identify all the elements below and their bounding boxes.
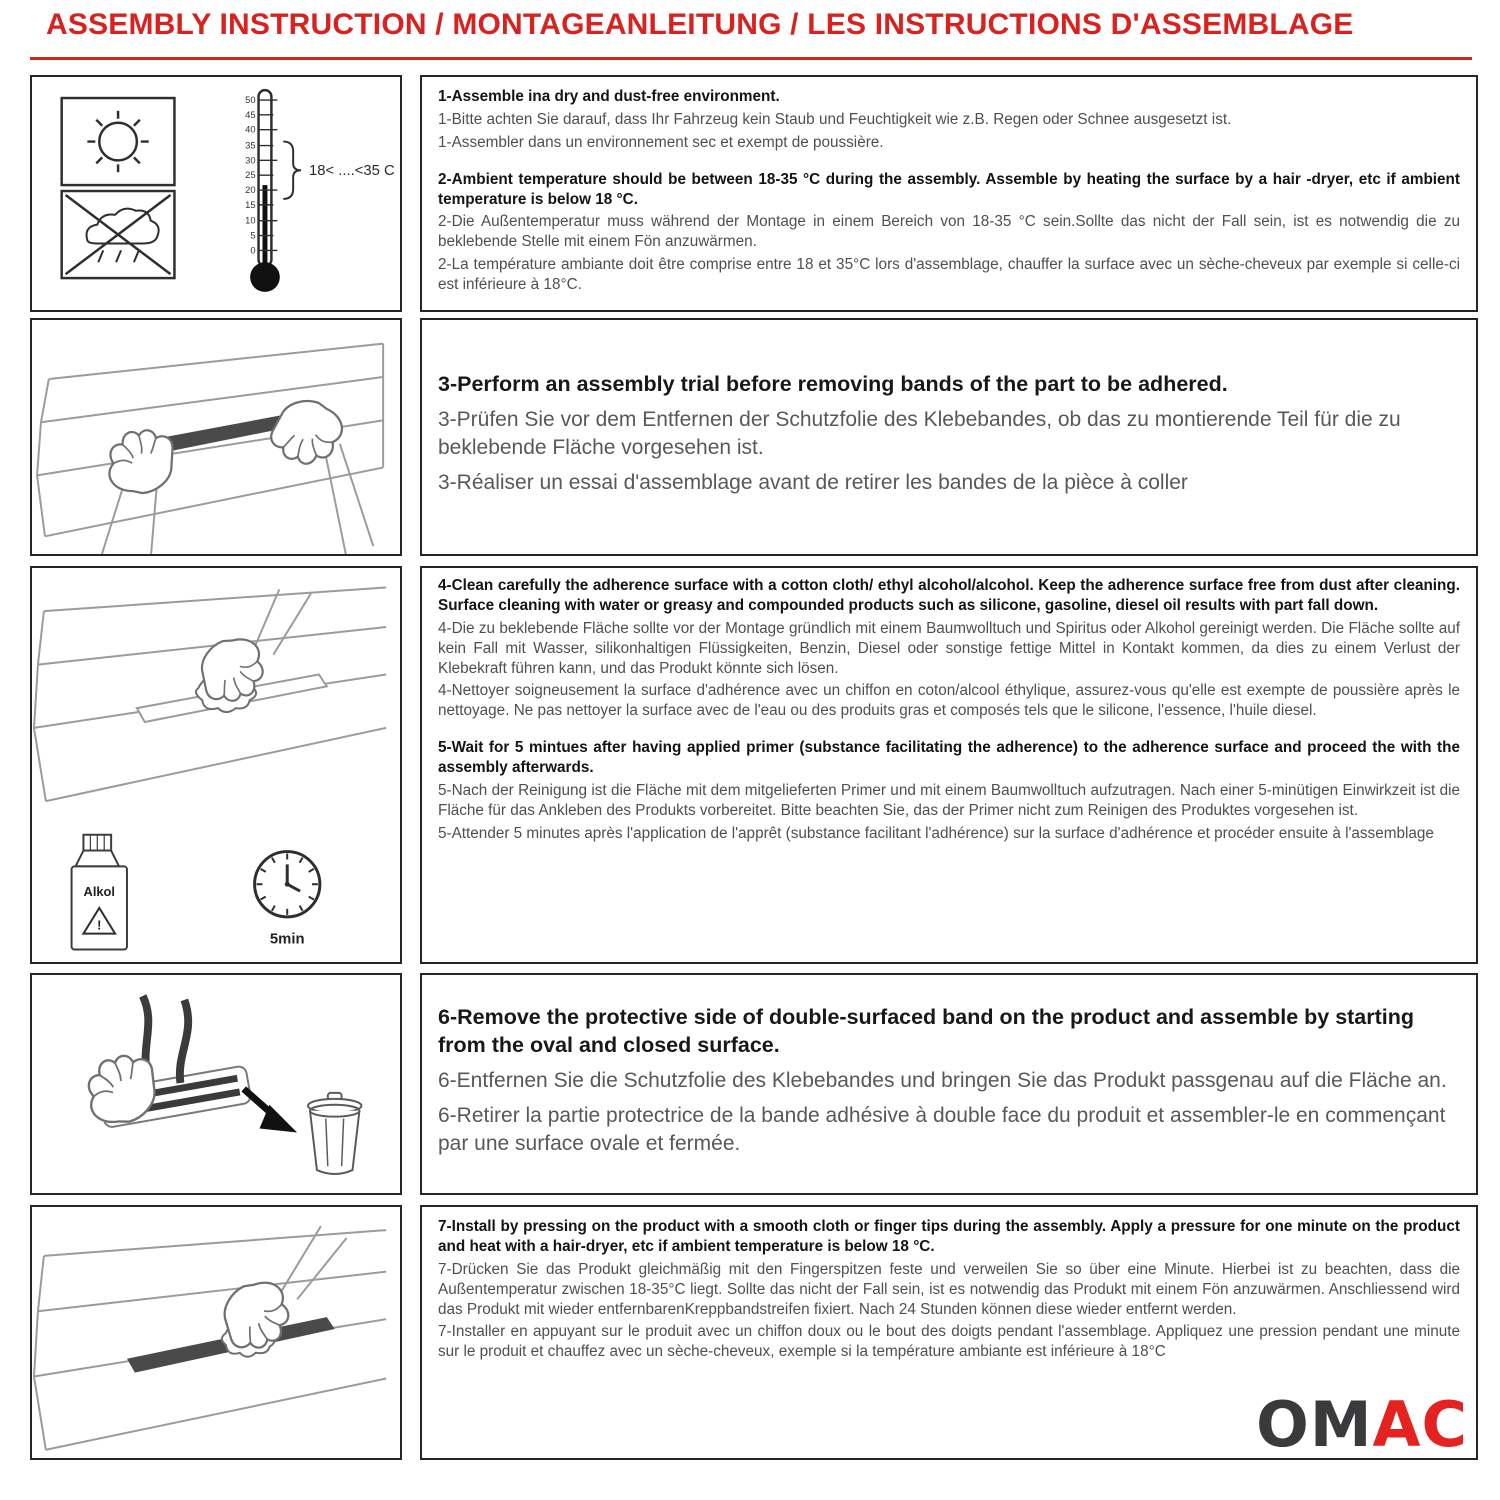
instruction-text-3	[420, 318, 1478, 556]
step7-de: 7-Drücken Sie das Produkt gleichmäßig mit den Fingerspitzen feste und verweilen Sie so über eine Minute. Hierbei ist zu beachten, dass die Außentemperatur zwischen 18-35°C liegt. Sollte das nicht der Fall sein, ist es notwendig das Produkt mit einem Fön anzuwärmen. Anschliessend wird das Produkt mit wieder entfernbarenKreppbandstreifen fixiert. Nach 24 Stunden können diese wieder entfernt werden.	[438, 1260, 1460, 1318]
svg-text:45: 45	[245, 108, 256, 120]
step6-en: 6-Remove the protective side of double-surfaced band on the product and assemble by starting from the oval and closed surface.	[438, 1004, 1415, 1058]
step2-de: 2-Die Außentemperatur muss während der Montage in einem Bereich von 18-35 °C sein.Sollte das nicht der Fall sein, ist es notwendig die zu beklebende Stelle mit einem Fön anzuwärmen.	[438, 213, 1460, 251]
environment-temperature-illustration	[32, 77, 400, 310]
svg-text:20: 20	[245, 184, 256, 196]
clock-icon	[255, 852, 320, 948]
no-rain-icon	[62, 191, 175, 278]
step3-en: 3-Perform an assembly trial before removing bands of the part to be adhered.	[438, 371, 1228, 396]
step2-fr: 2-La température ambiante doit être comprise entre 18 et 35°C lors d'assemblage, chauffer la surface avec un sèche-cheveux par exemple si celle-ci est inférieure à 18°C.	[438, 256, 1460, 293]
logo-ac: AC	[1372, 1388, 1468, 1461]
step5-fr: 5-Attender 5 minutes après l'application de l'apprêt (substance facilitant l'adhérence) sur la surface d'adhérence et procéder ensuite à l'assemblage	[438, 824, 1434, 842]
step1-de: 1-Bitte achten Sie darauf, dass Ihr Fahrzeug kein Staub und Feuchtigkeit wie z.B. Regen oder Schnee ausgesetzt ist.	[438, 110, 1232, 128]
svg-text:50: 50	[245, 93, 256, 105]
svg-text:40: 40	[245, 123, 256, 135]
instruction-text-6	[420, 973, 1478, 1195]
svg-text:!: !	[97, 917, 102, 933]
instruction-text-7	[420, 1205, 1478, 1460]
illustration-box-remove-band	[30, 973, 402, 1195]
illustration-box-assembly-trial	[30, 318, 402, 556]
door-sill-sketch	[34, 1226, 386, 1450]
illustration-box-press-install	[30, 1205, 402, 1460]
svg-text:5min: 5min	[269, 931, 305, 948]
step3-fr: 3-Réaliser un essai d'assemblage avant de retirer les bandes de la pièce à coller	[438, 470, 1188, 494]
instruction-text-1	[420, 75, 1478, 312]
step5-en: 5-Wait for 5 mintues after having applied primer (substance facilitating the adherence) to the adherence surface and proceed the with the assembly afterwards.	[438, 739, 1460, 776]
step5-de: 5-Nach der Reinigung ist die Fläche mit dem mitgelieferten Primer und mit einem Baumwolltuch aufzutragen. Nach einer 5-minütigen Einwirkzeit ist die Fläche für das Ankleben des Produkts vorbereitet. Bitte beachten Sie, das der Primer nicht zum Reinigen des Produktes vorgesehen ist.	[438, 781, 1460, 819]
svg-text:0: 0	[250, 244, 256, 256]
step7-fr: 7-Installer en appuyant sur le produit avec un chiffon doux ou le bout des doigts pendant l'assemblage. Appliquez une pression pendant une minute sur le produit et chauffez avec un sèche-cheveux, exemple si la température ambiante est inférieure à 18°C	[438, 1323, 1460, 1361]
page-title: ASSEMBLY INSTRUCTION / MONTAGEANLEITUNG / LES INSTRUCTIONS D'ASSEMBLAGE	[46, 8, 1354, 41]
step6-de: 6-Entfernen Sie die Schutzfolie des Klebebandes und bringen Sie das Produkt passgenau auf die Fläche an.	[438, 1069, 1447, 1093]
sun-icon	[62, 98, 175, 185]
svg-text:18< ....<35 C: 18< ....<35 C	[308, 163, 395, 180]
hand-icon	[76, 1044, 169, 1134]
step1-en: 1-Assemble ina dry and dust-free environment.	[438, 88, 780, 105]
logo-om: OM	[1256, 1388, 1373, 1461]
step4-de: 4-Die zu beklebende Fläche sollte vor der Montage gründlich mit einem Baumwolltuch und Spiritus oder Alkohol gereinigt werden. Die Fläche sollte auf kein Fall mit Wasser, silikonhaltigen Flüssigkeiten, Benzin, Diesel oder sonstige fettige Mittel in Kontakt kommen, da dies zu einem Verlust der Klebekraft führen kann, und das Produkt könnte sich lösen.	[438, 619, 1460, 677]
temperature-range-label	[283, 142, 395, 199]
arrow-icon	[244, 1089, 297, 1133]
trash-bin-icon	[308, 1093, 361, 1174]
step1-fr: 1-Assembler dans un environnement sec et exempt de poussière.	[438, 133, 884, 151]
remove-band-illustration	[32, 975, 400, 1193]
hand-icon	[100, 422, 183, 500]
svg-text:5: 5	[250, 229, 256, 241]
step2-en: 2-Ambient temperature should be between 18-35 °C during the assembly. Assemble by heating the surface by a hair -dryer, etc if ambient temperature is below 18 °C.	[438, 170, 1460, 208]
alcohol-bottle-icon	[72, 835, 127, 950]
step4-en: 4-Clean carefully the adherence surface with a cotton cloth/ ethyl alcohol/alcohol. Keep the adherence surface free from dust after cleaning. Surface cleaning with water or greasy and compounded products such as silicone, gasoline, diesel oil results with part fall down.	[438, 577, 1460, 614]
illustration-box-environment	[30, 75, 402, 312]
spacer	[438, 156, 1460, 170]
step6-fr: 6-Retirer la partie protectrice de la bande adhésive à double face du produit et assembler-le en commençant par une surface ovale et fermée.	[438, 1104, 1446, 1156]
cleaning-illustration	[32, 568, 400, 962]
svg-text:Alkol: Alkol	[83, 884, 115, 900]
hand-icon	[267, 395, 345, 469]
thermometer-icon	[245, 90, 280, 292]
assembly-trial-illustration	[32, 320, 400, 554]
svg-text:10: 10	[245, 214, 256, 226]
omac-logo	[1256, 1388, 1468, 1461]
svg-text:35: 35	[245, 139, 256, 151]
svg-text:15: 15	[245, 198, 256, 210]
svg-text:25: 25	[245, 169, 256, 181]
title-underline	[30, 57, 1472, 60]
instruction-text-4-5	[420, 566, 1478, 964]
peeled-band	[180, 1000, 188, 1083]
spacer	[438, 724, 1460, 738]
step3-de: 3-Prüfen Sie vor dem Entfernen der Schutzfolie des Klebebandes, ob das zu montierende Teil für die zu beklebende Fläche vorgesehen ist.	[438, 407, 1401, 459]
illustration-box-cleaning	[30, 566, 402, 964]
svg-text:30: 30	[245, 154, 256, 166]
step7-en: 7-Install by pressing on the product with a smooth cloth or finger tips during the assembly. Apply a pressure for one minute on the product and heat with a hair-dryer, etc if ambient temperature is below 18 °C.	[438, 1218, 1460, 1255]
press-install-illustration	[32, 1207, 400, 1458]
step4-fr: 4-Nettoyer soigneusement la surface d'adhérence avec un chiffon en coton/alcool éthylique, assurez-vous qu'elle est exempte de poussière après le nettoyage. Ne pas nettoyer la surface avec de l'eau ou des produits gras et composés tels que le silicone, l'essence, l'huile diesel.	[438, 682, 1460, 720]
